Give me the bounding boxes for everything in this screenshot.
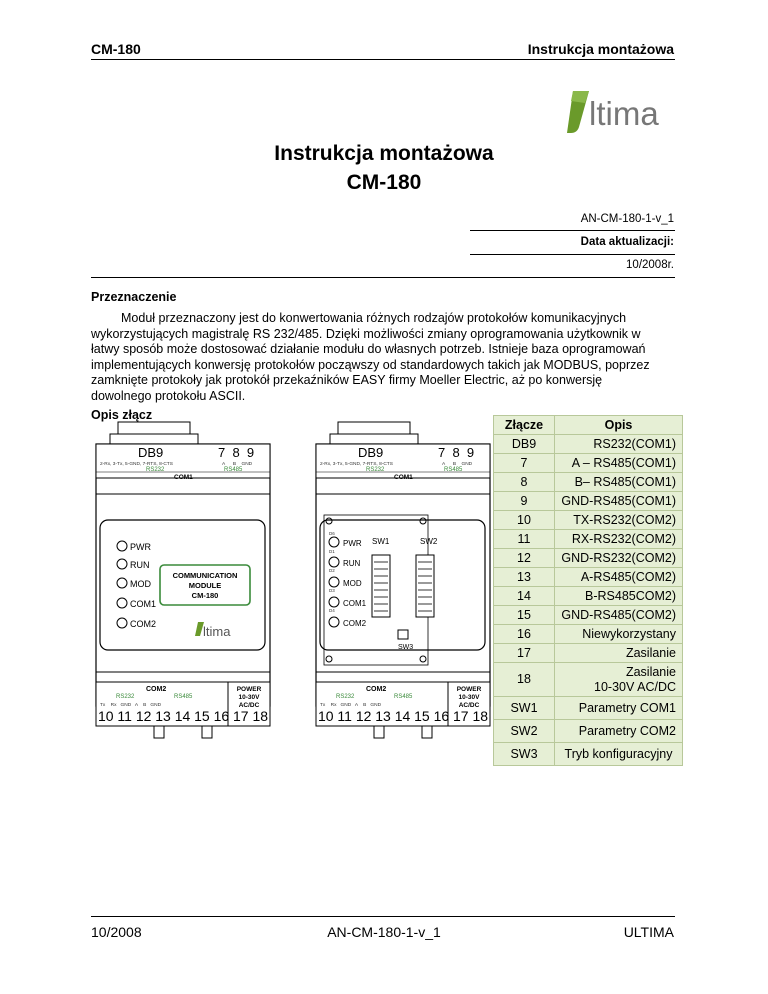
table-header: Opis xyxy=(555,416,683,435)
rs485-label: RS485 xyxy=(444,467,463,473)
logo-text: ltima xyxy=(589,95,659,132)
meta-rule xyxy=(470,230,675,231)
table-cell: 12 xyxy=(494,549,555,568)
table-row xyxy=(494,697,683,720)
table-cell: SW3 xyxy=(494,743,555,766)
led-code: D4 xyxy=(329,608,335,613)
db9-label: DB9 xyxy=(138,445,164,460)
table-row xyxy=(494,492,683,511)
header-left: CM-180 xyxy=(91,41,141,57)
update-label: Data aktualizacji: xyxy=(580,236,674,248)
table-cell: RS232(COM1) xyxy=(555,435,683,454)
led-code: D2 xyxy=(329,568,335,573)
table-row xyxy=(494,473,683,492)
table-cell-line: Zasilanie xyxy=(625,664,676,679)
purpose-line: łatwy sposób może dostosować działanie modułu do własnych potrzeb. Istnieje baza oprogramowań xyxy=(91,342,646,356)
table-cell: A – RS485(COM1) xyxy=(555,454,683,473)
footer-left: 10/2008 xyxy=(91,924,142,940)
title-line2: CM-180 xyxy=(346,171,422,194)
table-row xyxy=(494,644,683,663)
table-cell: GND-RS232(COM2) xyxy=(555,549,683,568)
com1-label: COM1 xyxy=(174,474,193,481)
table-cell: 7 xyxy=(494,454,555,473)
pin-legend-485: A B GND xyxy=(222,462,253,467)
led-run: RUN xyxy=(130,560,150,570)
power-label-1: POWER xyxy=(456,686,482,693)
table-cell: 11 xyxy=(494,530,555,549)
db9-label: DB9 xyxy=(358,445,384,460)
ultima-logo xyxy=(565,87,675,137)
led-pwr: PWR xyxy=(130,542,151,552)
header-rule xyxy=(91,59,675,60)
table-cell: 13 xyxy=(494,568,555,587)
footer-right: ULTIMA xyxy=(623,924,674,940)
rs232-label: RS232 xyxy=(366,467,385,473)
rs485-label: RS485 xyxy=(224,467,243,473)
pin-legend-485: A B GND xyxy=(442,462,473,467)
table-cell: SW1 xyxy=(494,697,555,720)
led-com1: COM1 xyxy=(130,599,157,609)
rs232-bottom-label: RS232 xyxy=(336,694,355,700)
table-cell: Niewykorzystany xyxy=(555,625,683,644)
meta-rule xyxy=(470,254,675,255)
led-com1: COM1 xyxy=(343,599,367,608)
terminal-numbers: 10 11 12 13 14 15 16 17 18 xyxy=(318,709,488,724)
table-row xyxy=(494,568,683,587)
purpose-heading: Przeznaczenie xyxy=(91,290,177,304)
doc-id: AN-CM-180-1-v_1 xyxy=(580,213,674,225)
led-pwr: PWR xyxy=(343,539,362,548)
terminal-legend: Tx Rx GND A B GND xyxy=(100,703,162,708)
table-row xyxy=(494,549,683,568)
sw2-label: SW2 xyxy=(420,537,438,546)
led-code: D3 xyxy=(329,588,335,593)
device-inside-diagram xyxy=(310,420,496,742)
led-code: D1 xyxy=(329,549,335,554)
table-cell: 10 xyxy=(494,511,555,530)
led-code: D6 xyxy=(329,531,335,536)
purpose-line: wykorzystujących magistralę RS 232/485. Dzięki możliwości zmiany oprogramowania użytkownik w xyxy=(91,326,641,341)
purpose-line: dowolnego protokołu ASCII. xyxy=(91,388,246,403)
led-com2: COM2 xyxy=(343,619,367,628)
table-row xyxy=(494,587,683,606)
table-row xyxy=(494,606,683,625)
table-cell: 8 xyxy=(494,473,555,492)
meta-bottom-rule xyxy=(91,277,675,278)
table-cell: Zasilanie xyxy=(555,644,683,663)
pins-top-label: 7 8 9 xyxy=(438,445,475,460)
table-cell: B-RS485COM2) xyxy=(555,587,683,606)
connector-table xyxy=(493,415,683,766)
title-line1: Instrukcja montażowa xyxy=(274,142,494,165)
table-header-row xyxy=(494,416,683,435)
purpose-paragraph xyxy=(91,311,675,404)
power-label-3: AC/DC xyxy=(238,702,260,709)
table-row xyxy=(494,625,683,644)
rs232-label: RS232 xyxy=(146,467,165,473)
purpose-line: Moduł przeznaczony jest do konwertowania różnych rodzajów protokołów komunikacyjnych xyxy=(121,311,627,325)
rs485-bottom-label: RS485 xyxy=(174,694,193,700)
purpose-line: zamknięte protokoły jak protokół przekaźników EASY firmy Moeller Electric, aż po konwersję xyxy=(91,373,603,387)
led-com2: COM2 xyxy=(130,619,157,629)
update-date: 10/2008r. xyxy=(626,259,674,271)
table-cell: Parametry COM2 xyxy=(555,720,683,743)
rs232-bottom-label: RS232 xyxy=(116,694,135,700)
table-row xyxy=(494,720,683,743)
pins-top-label: 7 8 9 xyxy=(218,445,255,460)
table-row xyxy=(494,530,683,549)
device-front-diagram xyxy=(90,420,276,742)
table-cell: 9 xyxy=(494,492,555,511)
table-cell: TX-RS232(COM2) xyxy=(555,511,683,530)
table-cell xyxy=(555,663,683,697)
sw3-label: SW3 xyxy=(398,644,414,651)
table-row xyxy=(494,663,683,697)
com2-label: COM2 xyxy=(146,686,167,693)
table-cell: 18 xyxy=(494,663,555,697)
table-row xyxy=(494,435,683,454)
table-cell: Tryb konfiguracyjny xyxy=(555,743,683,766)
power-label-1: POWER xyxy=(236,686,262,693)
terminal-numbers: 10 11 12 13 14 15 16 17 18 xyxy=(98,709,268,724)
header-right: Instrukcja montażowa xyxy=(527,41,674,57)
table-row xyxy=(494,454,683,473)
power-label-2: 10-30V xyxy=(238,694,260,701)
com2-label: COM2 xyxy=(366,686,387,693)
table-cell: SW2 xyxy=(494,720,555,743)
table-cell: 16 xyxy=(494,625,555,644)
table-cell: Parametry COM1 xyxy=(555,697,683,720)
pin-legend: 2-Rx, 3-Tx, 5-GND, 7-RTS, 8-CTS xyxy=(320,462,393,467)
table-cell: GND-RS485(COM2) xyxy=(555,606,683,625)
power-label-3: AC/DC xyxy=(458,702,480,709)
device-logo-text: ltima xyxy=(203,624,231,639)
led-run: RUN xyxy=(343,559,361,568)
table-cell: RX-RS232(COM2) xyxy=(555,530,683,549)
table-cell-line: 10-30V AC/DC xyxy=(594,679,676,694)
table-cell: 17 xyxy=(494,644,555,663)
pin-legend: 2-Rx, 3-Tx, 5-GND, 7-RTS, 8-CTS xyxy=(100,462,173,467)
table-row xyxy=(494,743,683,766)
table-row xyxy=(494,511,683,530)
table-cell: 14 xyxy=(494,587,555,606)
table-cell: A-RS485(COM2) xyxy=(555,568,683,587)
led-mod: MOD xyxy=(130,579,151,589)
power-label-2: 10-30V xyxy=(458,694,480,701)
table-cell: DB9 xyxy=(494,435,555,454)
table-cell: GND-RS485(COM1) xyxy=(555,492,683,511)
table-cell: B– RS485(COM1) xyxy=(555,473,683,492)
module-label-2: MODULE xyxy=(188,581,222,590)
footer-center: AN-CM-180-1-v_1 xyxy=(327,924,441,940)
terminal-legend: Tx Rx GND A B GND xyxy=(320,703,382,708)
rs485-bottom-label: RS485 xyxy=(394,694,413,700)
com1-label: COM1 xyxy=(394,474,413,481)
sw1-label: SW1 xyxy=(372,537,390,546)
table-header: Złącze xyxy=(494,416,555,435)
footer-rule xyxy=(91,916,675,917)
table-cell: 15 xyxy=(494,606,555,625)
led-mod: MOD xyxy=(343,579,362,588)
connectors-heading: Opis złącz xyxy=(91,408,153,422)
module-label-1: COMMUNICATION xyxy=(172,571,238,580)
purpose-line: implementujących konwersję protokołów począwszy od standardowych takich jak MODBUS, poprzez xyxy=(91,357,650,372)
module-label-3: CM-180 xyxy=(191,591,219,600)
